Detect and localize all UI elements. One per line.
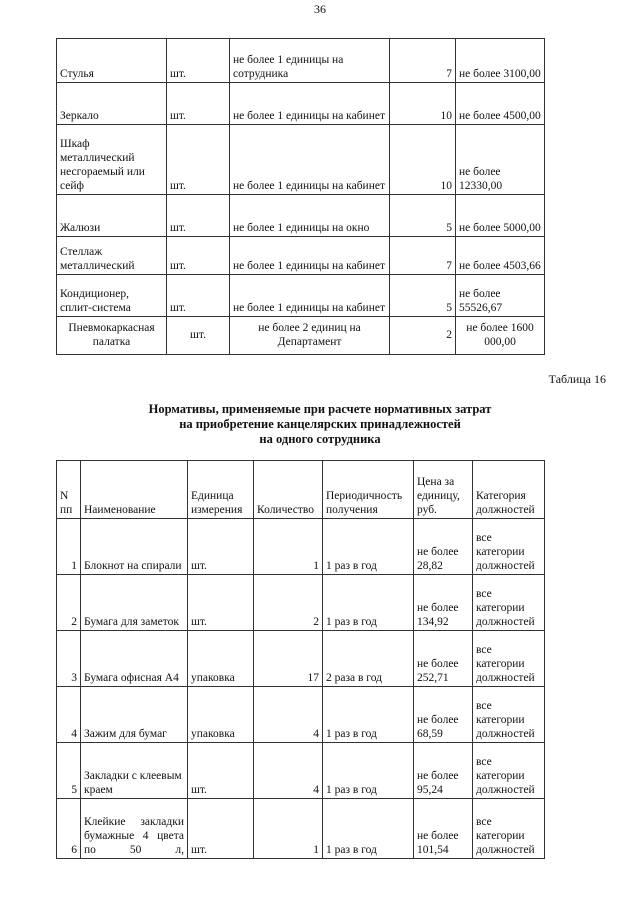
cell-unit: шт. bbox=[167, 195, 230, 237]
cell-norm: не более 1 единицы на кабинет bbox=[230, 125, 390, 195]
table-row bbox=[57, 83, 545, 125]
cell-period: 1 раз в год bbox=[323, 575, 414, 631]
cell-price: не более 4500,00 bbox=[456, 83, 545, 125]
table-row bbox=[57, 631, 545, 687]
cell-qty: 1 bbox=[254, 519, 323, 575]
cell-price: не более 101,54 bbox=[414, 799, 473, 859]
cell-name: Блокнот на спирали bbox=[81, 519, 188, 575]
cell-name: Бумага офисная А4 bbox=[81, 631, 188, 687]
cell-name: Клейкие закладки бумажные 4 цвета по 50 л, bbox=[81, 799, 188, 859]
cell-price: не более 12330,00 bbox=[456, 125, 545, 195]
cell-unit: упаковка bbox=[188, 687, 254, 743]
cell-price: не более 55526,67 bbox=[456, 275, 545, 317]
cell-qty: 10 bbox=[390, 83, 456, 125]
caption-line-3: на одного сотрудника bbox=[259, 432, 381, 446]
table-row bbox=[57, 195, 545, 237]
cell-qty: 7 bbox=[390, 237, 456, 275]
caption-line-2: на приобретение канцелярских принадлежностей bbox=[179, 417, 461, 431]
cell-name: Бумага для заметок bbox=[81, 575, 188, 631]
cell-category: все категории должностей bbox=[473, 575, 545, 631]
cell-unit: шт. bbox=[167, 237, 230, 275]
cell-qty: 2 bbox=[254, 575, 323, 631]
table-row bbox=[57, 317, 545, 355]
cell-norm: не более 1 единицы на кабинет bbox=[230, 83, 390, 125]
table-header-row bbox=[57, 461, 545, 519]
furniture-table bbox=[56, 38, 545, 355]
cell-price: не более 5000,00 bbox=[456, 195, 545, 237]
table-row bbox=[57, 237, 545, 275]
cell-qty: 4 bbox=[254, 743, 323, 799]
table-row bbox=[57, 575, 545, 631]
cell-norm: не более 1 единицы на сотрудника bbox=[230, 39, 390, 83]
cell-unit: шт. bbox=[167, 317, 230, 355]
caption-line-1: Нормативы, применяемые при расчете нормативных затрат bbox=[148, 402, 492, 416]
cell-category: все категории должностей bbox=[473, 631, 545, 687]
cell-price: не более 68,59 bbox=[414, 687, 473, 743]
cell-category: все категории должностей bbox=[473, 799, 545, 859]
cell-name: Пневмокаркасная палатка bbox=[57, 317, 167, 355]
cell-name: Зеркало bbox=[57, 83, 167, 125]
table-row bbox=[57, 743, 545, 799]
cell-price: не более 4503,66 bbox=[456, 237, 545, 275]
cell-n: 5 bbox=[57, 743, 81, 799]
cell-n: 2 bbox=[57, 575, 81, 631]
cell-qty: 1 bbox=[254, 799, 323, 859]
header-price: Цена за единицу, руб. bbox=[414, 461, 473, 519]
cell-qty: 17 bbox=[254, 631, 323, 687]
cell-period: 2 раза в год bbox=[323, 631, 414, 687]
header-name: Наименование bbox=[81, 461, 188, 519]
cell-name: Шкаф металлический несгораемый или сейф bbox=[57, 125, 167, 195]
cell-price: не более 252,71 bbox=[414, 631, 473, 687]
table-row bbox=[57, 125, 545, 195]
cell-period: 1 раз в год bbox=[323, 743, 414, 799]
cell-category: все категории должностей bbox=[473, 519, 545, 575]
cell-period: 1 раз в год bbox=[323, 687, 414, 743]
cell-unit: шт. bbox=[167, 39, 230, 83]
cell-qty: 2 bbox=[390, 317, 456, 355]
cell-name: Жалюзи bbox=[57, 195, 167, 237]
cell-category: все категории должностей bbox=[473, 687, 545, 743]
cell-price: не более 3100,00 bbox=[456, 39, 545, 83]
cell-qty: 7 bbox=[390, 39, 456, 83]
table-row bbox=[57, 39, 545, 83]
cell-norm: не более 1 единицы на кабинет bbox=[230, 237, 390, 275]
table-row bbox=[57, 519, 545, 575]
cell-n: 6 bbox=[57, 799, 81, 859]
stationery-table bbox=[56, 460, 545, 859]
header-n: N пп bbox=[57, 461, 81, 519]
header-qty: Количество bbox=[254, 461, 323, 519]
cell-price: не более 1600 000,00 bbox=[456, 317, 545, 355]
cell-name: Стеллаж металлический bbox=[57, 237, 167, 275]
cell-n: 1 bbox=[57, 519, 81, 575]
cell-unit: шт. bbox=[167, 125, 230, 195]
cell-norm: не более 2 единиц на Департамент bbox=[230, 317, 390, 355]
cell-qty: 4 bbox=[254, 687, 323, 743]
cell-qty: 5 bbox=[390, 275, 456, 317]
cell-price: не более 134,92 bbox=[414, 575, 473, 631]
cell-name: Закладки с клеевым краем bbox=[81, 743, 188, 799]
cell-period: 1 раз в год bbox=[323, 519, 414, 575]
header-period: Периодичность получения bbox=[323, 461, 414, 519]
table-row bbox=[57, 687, 545, 743]
cell-unit: упаковка bbox=[188, 631, 254, 687]
cell-unit: шт. bbox=[188, 799, 254, 859]
page-number: 36 bbox=[314, 2, 326, 16]
cell-unit: шт. bbox=[167, 275, 230, 317]
cell-unit: шт. bbox=[188, 743, 254, 799]
cell-price: не более 28,82 bbox=[414, 519, 473, 575]
table-row bbox=[57, 799, 545, 859]
cell-name: Зажим для бумаг bbox=[81, 687, 188, 743]
cell-unit: шт. bbox=[167, 83, 230, 125]
header-category: Категория должностей bbox=[473, 461, 545, 519]
cell-norm: не более 1 единицы на окно bbox=[230, 195, 390, 237]
cell-name: Кондиционер, сплит-система bbox=[57, 275, 167, 317]
cell-unit: шт. bbox=[188, 519, 254, 575]
cell-qty: 5 bbox=[390, 195, 456, 237]
cell-norm: не более 1 единицы на кабинет bbox=[230, 275, 390, 317]
cell-price: не более 95,24 bbox=[414, 743, 473, 799]
cell-n: 4 bbox=[57, 687, 81, 743]
cell-unit: шт. bbox=[188, 575, 254, 631]
header-unit: Единица измерения bbox=[188, 461, 254, 519]
cell-category: все категории должностей bbox=[473, 743, 545, 799]
table-label: Таблица 16 bbox=[548, 372, 606, 386]
cell-qty: 10 bbox=[390, 125, 456, 195]
cell-name: Стулья bbox=[57, 39, 167, 83]
cell-n: 3 bbox=[57, 631, 81, 687]
table-row bbox=[57, 275, 545, 317]
table-caption bbox=[100, 402, 540, 447]
cell-period: 1 раз в год bbox=[323, 799, 414, 859]
